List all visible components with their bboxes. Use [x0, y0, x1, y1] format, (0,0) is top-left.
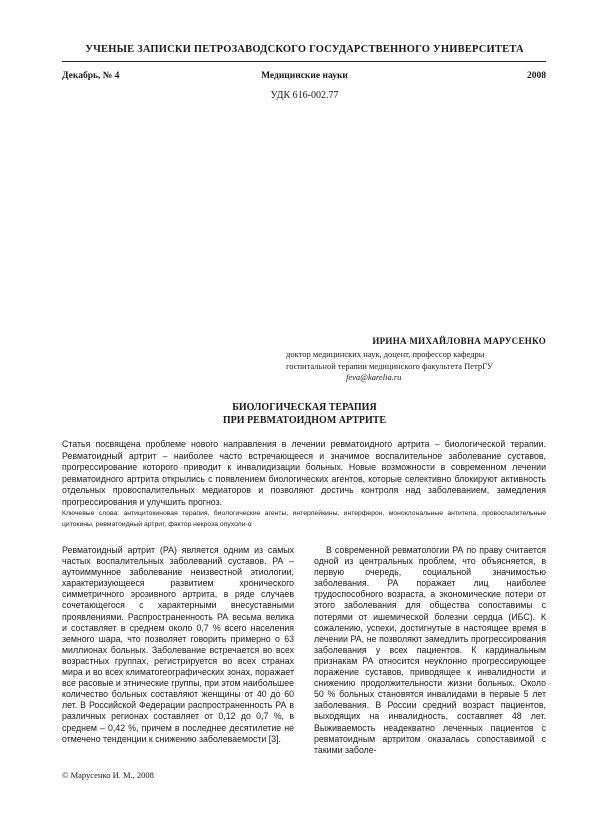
- copyright: © Марусенко И. М., 2008: [62, 770, 154, 780]
- author-affiliation: [286, 349, 546, 372]
- header-divider: [62, 61, 546, 62]
- section-name: Медицинские науки: [261, 71, 348, 81]
- author-email[interactable]: feva@karelia.ru: [346, 372, 402, 382]
- publication-year: 2008: [527, 71, 546, 81]
- abstract: Статья посвящена проблеме нового направления в лечении ревматоидного артрита – биологической терапии. Ревматоидный артрит – наиболее часто встречающееся и значимое воспалительное заболевание суставов, прогрессирование которого приводит к инвалидизации больных. Новые возможности в современном лечении ревматоидного артрита открылись с появлением биологических агентов, которые селективно блокируют активность отдельных провоспалительных медиаторов и позволяют достичь контроля над заболеванием, замедления прогрессирования и улучшить прогноз.: [62, 439, 546, 507]
- udk-code: УДК 616-002.77: [270, 90, 339, 101]
- author-name: ИРИНА МИХАЙЛОВНА МАРУСЕНКО: [372, 336, 546, 346]
- title-line: БИОЛОГИЧЕСКАЯ ТЕРАПИЯ: [232, 402, 377, 413]
- keywords: Ключевые слова: антицитокиновая терапия, биологические агенты, интерлейкины, интерферон, моноклональные антитела, провоспалительные цитокины, ревматоидный артрит, фактор некроза опухоли-α: [62, 510, 546, 528]
- issue-info: Декабрь, № 4: [62, 71, 120, 81]
- body-column-left: [62, 545, 294, 745]
- journal-title: УЧЕНЫЕ ЗАПИСКИ ПЕТРОЗАВОДСКОГО ГОСУДАРСТВЕННОГО УНИВЕРСИТЕТА: [85, 44, 524, 55]
- body-paragraph: Ревматоидный артрит (РА) является одним из самых частых воспалительных заболеваний суставов. РА – аутоиммунное заболевание неизвестной этиологии, характеризующееся развитием хронического симметричного эрозивного артрита, в ряде случаев сочетающегося с характерными внесуставными проявлениями. Распространенность РА весьма велика и составляет в среднем около 0,7 % всего населения земного шара, что позволяет говорить примерно о 63 миллионах больных. Заболевание встречается во всех возрастных группах, регистрируется во всех странах мира и во всех климатогеографических зонах, поражает все расовые и этнические группы, при этом наибольшее количество больных составляют женщины от 40 до 60 лет. В Российской Федерации распространенность РА в различных регионах составляет от 0,12 до 0,7 %, в среднем – 0,42 %, причем в последнее десятилетие не отмечено тенденции к снижению заболеваемости [3].: [62, 545, 294, 744]
- body-column-right: [314, 545, 546, 756]
- article-title: [0, 401, 609, 427]
- title-line: ПРИ РЕВМАТОИДНОМ АРТРИТЕ: [222, 415, 387, 426]
- affiliation-line: госпитальной терапии медицинского факультета ПетрГУ: [286, 360, 494, 371]
- body-paragraph: В современной ревматологии РА по праву считается одной из центральных проблем, что объясняется, в первую очередь, социальной значимостью заболевания. РА поражает лиц наиболее трудоспособного возраста, а экономические потери от этого заболевания для общества сопоставимы с потерями от ишемической болезни сердца (ИБС). К сожалению, успехи, достигнутые в настоящее время в лечении РА, не позволяют замедлить прогрессирования заболевания у всех пациентов. К кардинальным признакам РА относится неуклонно прогрессирующее поражение суставов, приводящее к инвалидности и снижению продолжительности жизни больных. Около 50 % больных становятся инвалидами в первые 5 лет заболевания. В России средний возраст пациентов, выходящих на инвалидность, составляет 48 лет. Выживаемость неадекватно леченных пациентов с ревматоидным артритом оказалась сопоставимой с такими заболе-: [314, 545, 546, 755]
- affiliation-line: доктор медицинских наук, доцент, профессор кафедры: [286, 349, 485, 359]
